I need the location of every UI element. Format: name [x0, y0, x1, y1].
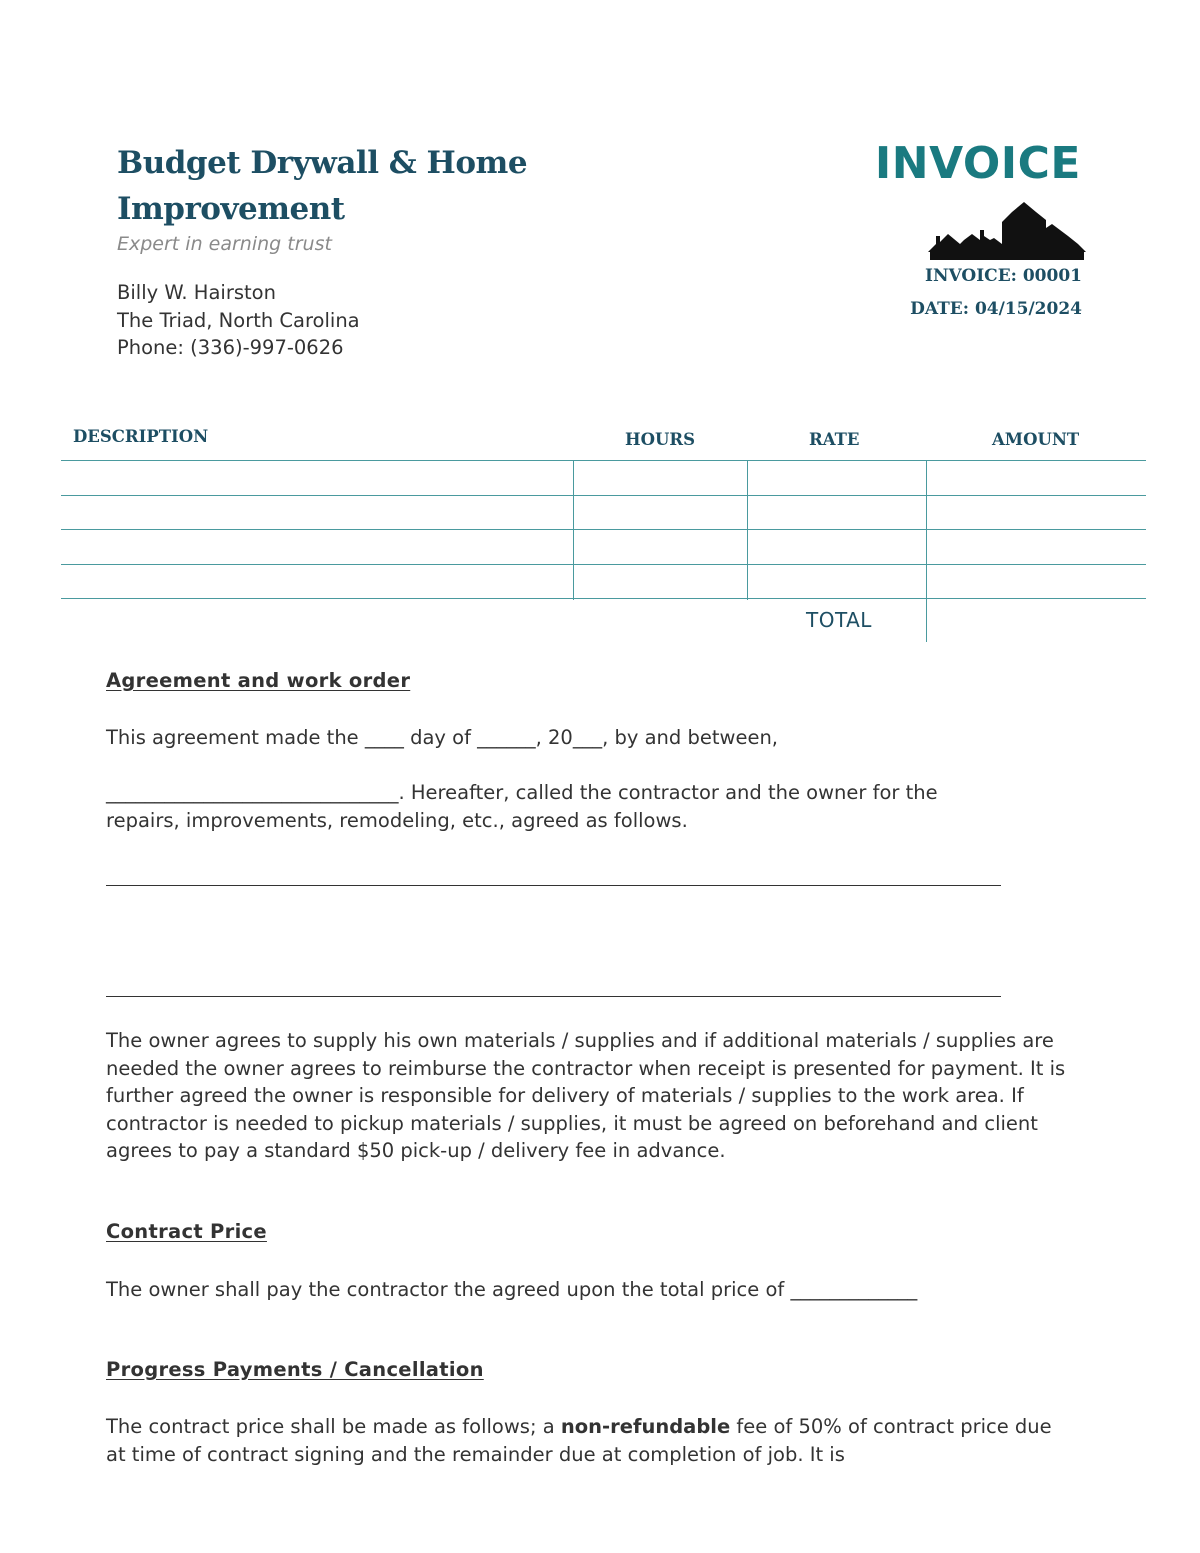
table-cell-amount[interactable]: [927, 461, 1146, 495]
agreement-date-line: This agreement made the ____ day of ______, 20___, by and between,: [106, 726, 779, 749]
table-cell-amount[interactable]: [927, 496, 1146, 529]
table-cell-description[interactable]: [61, 530, 573, 564]
houses-skyline-icon: [928, 200, 1086, 260]
col-header-rate: RATE: [809, 430, 860, 449]
table-cell-hours[interactable]: [574, 461, 747, 495]
progress-payments-heading: Progress Payments / Cancellation: [106, 1358, 484, 1381]
col-header-description: DESCRIPTION: [73, 427, 209, 446]
progress-text-after: fee of 50% of contract price due at time of contract signing and the remainder due at completion of job. It is: [106, 1415, 1052, 1466]
col-header-amount: AMOUNT: [992, 430, 1080, 449]
total-value[interactable]: [927, 600, 1146, 640]
agreement-heading: Agreement and work order: [106, 669, 411, 692]
company-tagline: Expert in earning trust: [117, 233, 332, 255]
contact-block: [117, 279, 360, 362]
table-rule: [61, 598, 1146, 599]
invoice-number: INVOICE: 00001: [925, 266, 1082, 286]
agreement-parties: [106, 779, 1106, 834]
table-cell-rate[interactable]: [748, 565, 926, 598]
invoice-date: DATE: 04/15/2024: [910, 299, 1082, 319]
work-description-blank[interactable]: [106, 996, 1001, 997]
agreement-parties-line1: ______________________________. Hereafter, called the contractor and the owner for the: [106, 781, 938, 804]
table-cell-rate[interactable]: [748, 530, 926, 564]
total-label: TOTAL: [806, 608, 872, 632]
progress-payments-text: [106, 1413, 1066, 1468]
progress-text-before: The contract price shall be made as follows; a: [106, 1415, 561, 1438]
invoice-title: INVOICE: [874, 138, 1081, 189]
contact-name: Billy W. Hairston: [117, 281, 276, 304]
contact-location: The Triad, North Carolina: [117, 308, 360, 332]
company-name: Budget Drywall & Home Improvement: [117, 145, 528, 227]
table-cell-description[interactable]: [61, 461, 573, 495]
table-cell-description[interactable]: [61, 565, 573, 598]
work-description-blank[interactable]: [106, 885, 1001, 886]
agreement-parties-line2: repairs, improvements, remodeling, etc., agreed as follows.: [106, 808, 688, 832]
table-cell-description[interactable]: [61, 496, 573, 529]
table-cell-hours[interactable]: [574, 565, 747, 598]
contact-phone: Phone: (336)-997-0626: [117, 336, 344, 359]
contract-price-heading: Contract Price: [106, 1220, 267, 1243]
materials-paragraph: The owner agrees to supply his own materials / supplies and if additional materials / supplies are needed the owner agrees to reimburse the contractor when receipt is presented for payment. It is further agreed the owner is responsible for delivery of materials / supplies to the work area. If contractor is needed to pickup materials / supplies, it must be agreed on beforehand and client agrees to pay a standard $50 pick-up / delivery fee in advance.: [106, 1029, 1066, 1162]
table-cell-rate[interactable]: [748, 496, 926, 529]
table-cell-hours[interactable]: [574, 496, 747, 529]
table-cell-amount[interactable]: [927, 565, 1146, 598]
contract-price-text: The owner shall pay the contractor the agreed upon the total price of _____________: [106, 1278, 918, 1301]
table-cell-amount[interactable]: [927, 530, 1146, 564]
non-refundable-emphasis: non-refundable: [560, 1415, 731, 1438]
col-header-hours: HOURS: [625, 430, 695, 449]
table-cell-rate[interactable]: [748, 461, 926, 495]
table-cell-hours[interactable]: [574, 530, 747, 564]
